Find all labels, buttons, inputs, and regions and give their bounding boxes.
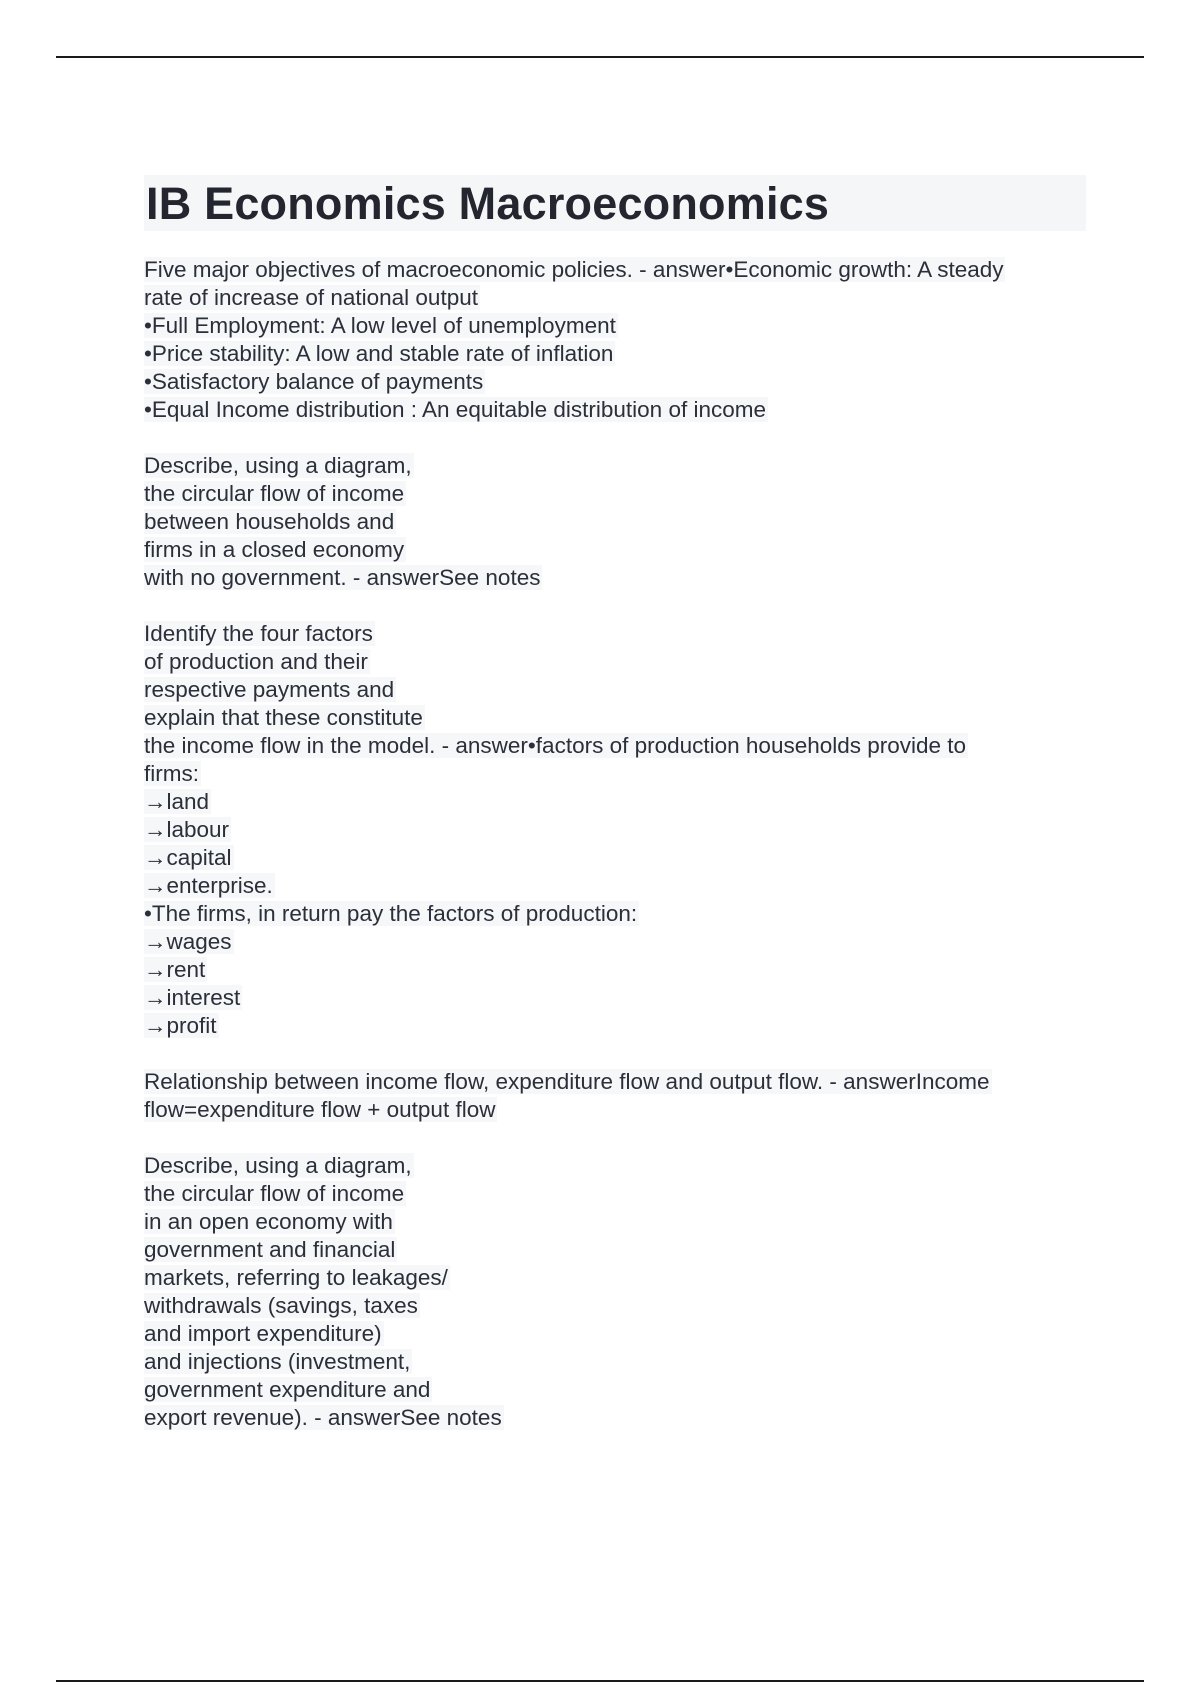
- text-line: explain that these constitute: [144, 705, 423, 730]
- text-line: respective payments and: [144, 677, 395, 702]
- header-rule: [56, 56, 1144, 58]
- text-line: the circular flow of income: [144, 1181, 405, 1206]
- text-line: •Full Employment: A low level of unemployment: [144, 313, 616, 338]
- text-line: →wages: [144, 929, 232, 954]
- qa-entry-objectives: [144, 256, 1074, 424]
- text-line: flow=expenditure flow + output flow: [144, 1097, 496, 1122]
- text-line: of production and their: [144, 649, 368, 674]
- text-line: →interest: [144, 985, 241, 1010]
- text-line: •Price stability: A low and stable rate of inflation: [144, 341, 614, 366]
- text-line: the income flow in the model. - answer•factors of production households provide to: [144, 733, 967, 758]
- text-line: →capital: [144, 845, 232, 870]
- text-line: Describe, using a diagram,: [144, 453, 412, 478]
- text-line: •Satisfactory balance of payments: [144, 369, 484, 394]
- qa-entry-closed-economy: [144, 452, 1074, 592]
- text-line: government expenditure and: [144, 1377, 431, 1402]
- qa-entry-open-economy: [144, 1152, 1074, 1432]
- text-line: export revenue). - answerSee notes: [144, 1405, 502, 1430]
- text-line: →profit: [144, 1013, 217, 1038]
- text-line: markets, referring to leakages/: [144, 1265, 448, 1290]
- text-line: the circular flow of income: [144, 481, 405, 506]
- text-line: Identify the four factors: [144, 621, 373, 646]
- text-line: Relationship between income flow, expenditure flow and output flow. - answerIncome: [144, 1069, 990, 1094]
- text-line: →land: [144, 789, 210, 814]
- text-line: →labour: [144, 817, 230, 842]
- qa-entry-factors: [144, 620, 1074, 1040]
- page-title: IB Economics Macroeconomics: [144, 175, 1086, 231]
- text-line: with no government. - answerSee notes: [144, 565, 541, 590]
- text-line: between households and: [144, 509, 395, 534]
- text-line: →enterprise.: [144, 873, 273, 898]
- footer-rule: [56, 1680, 1144, 1682]
- text-line: government and financial: [144, 1237, 396, 1262]
- text-line: in an open economy with: [144, 1209, 393, 1234]
- text-line: →rent: [144, 957, 206, 982]
- text-line: •The firms, in return pay the factors of production:: [144, 901, 638, 926]
- text-line: and injections (investment,: [144, 1349, 411, 1374]
- text-line: withdrawals (savings, taxes: [144, 1293, 418, 1318]
- text-line: firms:: [144, 761, 199, 786]
- text-line: rate of increase of national output: [144, 285, 478, 310]
- text-line: Five major objectives of macroeconomic policies. - answer•Economic growth: A steady: [144, 257, 1004, 282]
- qa-entry-flows-relationship: [144, 1068, 1074, 1124]
- text-line: firms in a closed economy: [144, 537, 405, 562]
- text-line: and import expenditure): [144, 1321, 382, 1346]
- text-line: Describe, using a diagram,: [144, 1153, 412, 1178]
- document-body: [144, 256, 1074, 1460]
- text-line: •Equal Income distribution : An equitable distribution of income: [144, 397, 766, 422]
